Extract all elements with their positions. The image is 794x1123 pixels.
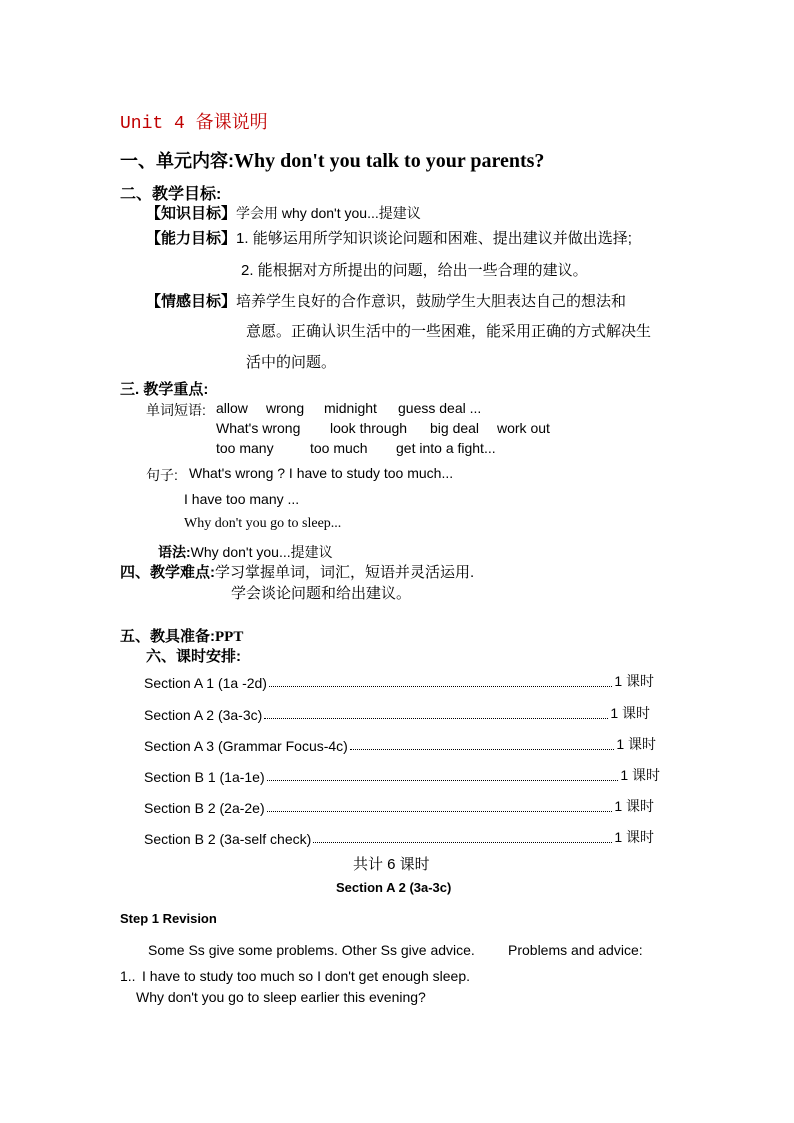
dot-leader [267,780,619,781]
phrase-look-through: look through [330,420,408,436]
ability-goal-row [146,227,632,248]
difficulty-label: 四、教学难点: [120,564,215,581]
unit-content-label: 一、单元内容: [120,151,234,171]
grammar-row [158,542,333,562]
materials-text: PPT [215,629,244,645]
word-allow: allow [216,400,248,416]
teaching-goals-label: 二、教学目标: [120,186,222,203]
ability-goal-label: 【能力目标】 [146,230,237,247]
schedule-row-name: Section B 2 (2a-2e) [144,800,265,816]
ability-goal-item-2: 2. 能根据对方所提出的问题，给出一些合理的建议。 [241,262,588,279]
schedule-row-hours: 1 课时 [614,673,654,689]
schedule-row-hours: 1 课时 [614,829,654,845]
schedule-row-name: Section A 3 (Grammar Focus-4c) [144,738,348,754]
phrase-get-into-a-fight: get into a fight... [396,440,496,456]
materials-row [120,625,243,646]
schedule-row-hours: 1 课时 [610,705,650,721]
problem-1-number: 1.. [120,968,136,984]
schedule-row-hours: 1 课时 [616,736,656,752]
schedule-row-name: Section A 2 (3a-3c) [144,707,263,723]
sentences-label: 句子: [146,467,178,483]
dot-leader [313,842,612,843]
schedule-row-name: Section B 1 (1a-1e) [144,769,265,785]
schedule-row-name: Section B 2 (3a-self check) [144,831,312,847]
schedule-row-name: Section A 1 (1a -2d) [144,675,267,691]
dot-leader [350,749,614,750]
word-guess-deal: guess deal ... [398,400,482,416]
unit-content-text: Why don't you talk to your parents? [234,150,545,172]
step1-intro-right: Problems and advice: [508,942,643,958]
emotion-goal-line-1: 培养学生良好的合作意识，鼓励学生大胆表达自己的想法和 [236,293,627,310]
emotion-goal-label: 【情感目标】 [146,293,237,310]
sentence-1: What's wrong ? I have to study too much... [189,465,454,481]
schedule-row [144,827,654,847]
schedule-row-hours: 1 课时 [614,798,654,814]
emotion-goal-line-3: 活中的问题。 [246,354,337,371]
schedule-row [144,765,660,785]
grammar-label: 语法: [158,544,191,560]
advice-1: Why don't you go to sleep earlier this evening? [136,989,426,1005]
page-title: Unit 4 备课说明 [120,114,268,134]
step1-heading: Step 1 Revision [120,911,217,926]
schedule-row [144,734,656,754]
ability-goal-item-1: 1. 能够运用所学知识谈论问题和困难、提出建议并做出选择; [236,230,632,247]
problem-1: I have to study too much so I don't get enough sleep. [142,968,471,984]
word-midnight: midnight [324,400,377,416]
phrase-big-deal: big deal [430,420,480,436]
section-heading: Section A 2 (3a-3c) [336,880,452,895]
dot-leader [264,718,608,719]
dot-leader [269,686,612,687]
difficulty-row [120,561,474,582]
materials-label: 五、教具准备: [120,628,215,645]
grammar-text: Why don't you...提建议 [190,544,333,560]
dot-leader [267,811,613,812]
emotion-goal-line-2: 意愿。正确认识生活中的一些困难，能采用正确的方式解决生 [246,323,652,340]
phrase-too-many: too many [216,440,274,456]
words-label: 单词短语: [146,402,206,418]
phrase-work-out: work out [497,420,550,436]
knowledge-goal-label: 【知识目标】 [146,205,237,222]
schedule-row [144,703,650,723]
phrase-too-much: too much [310,440,368,456]
word-wrong: wrong [266,400,305,416]
schedule-row-hours: 1 课时 [620,767,660,783]
difficulty-line-2: 学会谈论问题和给出建议。 [231,585,412,602]
step1-intro: Some Ss give some problems. Other Ss give advice. [148,942,475,958]
knowledge-goal-row [146,202,421,223]
schedule-row [144,671,654,691]
knowledge-goal-text: 学会用 why don't you...提建议 [236,205,421,221]
schedule-row [144,796,654,816]
unit-content-row [120,147,544,173]
emotion-goal-row [146,290,626,311]
schedule-label: 六、课时安排: [146,648,241,665]
sentence-3: Why don't you go to sleep... [184,516,342,531]
key-points-label: 三. 教学重点: [120,381,209,398]
phrase-whats-wrong: What's wrong [216,420,301,436]
sentence-2: I have too many ... [184,491,300,507]
schedule-total: 共计 6 课时 [353,856,430,873]
difficulty-line-1: 学习掌握单词，词汇，短语并灵活运用. [215,564,475,581]
